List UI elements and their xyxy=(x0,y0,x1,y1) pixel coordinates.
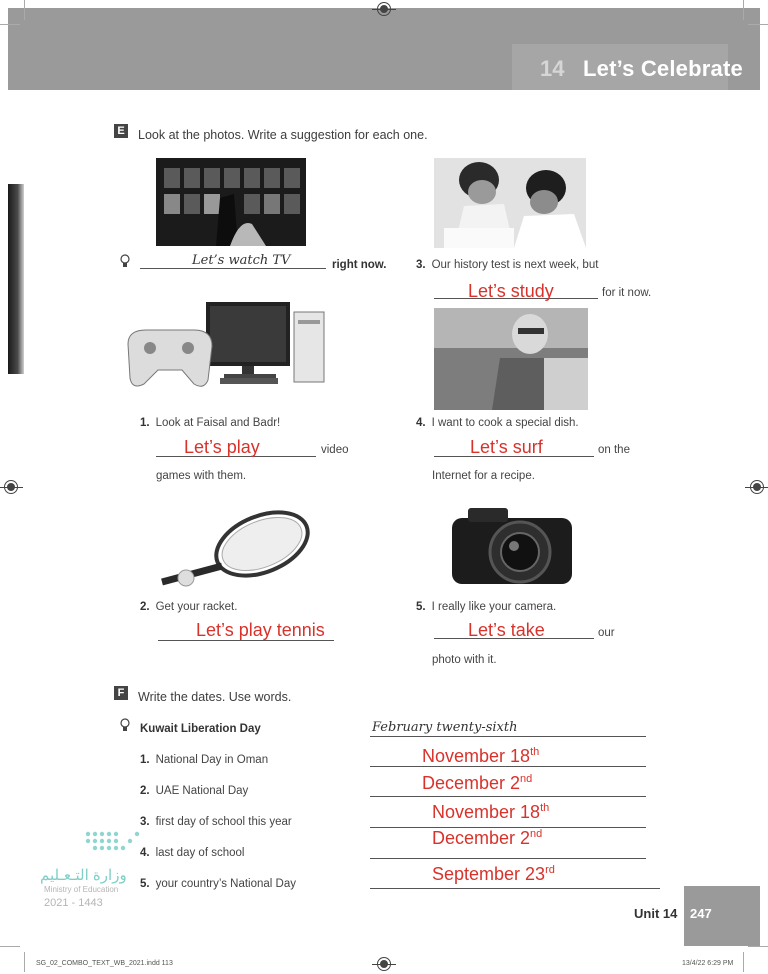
crop-mark xyxy=(748,24,768,25)
item-number: 2. xyxy=(140,785,150,797)
item-number: 4. xyxy=(416,417,426,429)
ordinal-suffix: rd xyxy=(545,864,555,876)
item-5-answer: Let’s take xyxy=(468,620,545,640)
item-1-suffix: video xyxy=(321,444,349,456)
item-3-prompt xyxy=(416,259,598,271)
photo-man-laptop xyxy=(434,308,588,410)
date-item-2-answer xyxy=(422,773,532,794)
item-3-suffix: for it now. xyxy=(602,287,652,299)
date-item-3-answer xyxy=(432,802,549,823)
answer-line xyxy=(370,888,660,889)
ordinal-suffix: nd xyxy=(520,773,533,785)
item-5-prompt xyxy=(416,601,556,613)
print-timestamp: 13/4/22 6:29 PM xyxy=(682,960,734,967)
unit-title: Let’s Celebrate xyxy=(583,56,743,81)
date-item-1-answer xyxy=(422,746,539,767)
item-text: first day of school this year xyxy=(155,816,292,828)
date-item-5-label xyxy=(140,878,296,890)
item-number: 3. xyxy=(140,816,150,828)
ordinal-suffix: nd xyxy=(530,828,543,840)
section-e-badge: E xyxy=(114,124,128,138)
item-number: 1. xyxy=(140,754,150,766)
crop-mark xyxy=(743,0,744,20)
item-text: Our history test is next week, but xyxy=(431,259,599,271)
example-suffix: right now. xyxy=(332,259,387,271)
example-date-answer: February twenty-sixth xyxy=(372,720,518,735)
section-e-instruction: Look at the photos. Write a suggestion for each one. xyxy=(138,128,428,142)
item-text: your country’s National Day xyxy=(155,878,297,890)
page-number: 247 xyxy=(690,906,712,921)
answer-line xyxy=(370,796,646,797)
item-number: 4. xyxy=(140,847,150,859)
date-item-3-label xyxy=(140,816,292,828)
footer-unit-label: Unit 14 xyxy=(634,906,678,921)
date-item-4-label xyxy=(140,847,244,859)
file-slug: SG_02_COMBO_TEXT_WB_2021.indd 113 xyxy=(36,960,173,967)
photo-tennis-racket xyxy=(142,508,316,588)
item-5-continued: photo with it. xyxy=(432,654,497,666)
crop-mark xyxy=(0,946,20,947)
section-f-instruction: Write the dates. Use words. xyxy=(138,690,292,704)
date-text: November 18 xyxy=(432,802,541,822)
section-f-badge: F xyxy=(114,686,128,700)
ministry-logo-icon xyxy=(82,826,142,866)
ministry-arabic-name: وزارة التـعـليم xyxy=(40,867,127,884)
item-4-continued: Internet for a recipe. xyxy=(432,470,535,482)
date-text: September 23 xyxy=(432,864,546,884)
photo-tv xyxy=(156,158,306,246)
registration-mark-icon xyxy=(377,957,391,971)
ministry-english-name: Ministry of Education xyxy=(44,885,119,894)
item-number: 1. xyxy=(140,417,150,429)
crop-mark xyxy=(24,952,25,972)
item-text: I really like your camera. xyxy=(431,601,557,613)
item-text: National Day in Oman xyxy=(155,754,269,766)
item-2-prompt xyxy=(140,601,237,613)
example-answer: Let’s watch TV xyxy=(192,253,291,268)
ordinal-suffix: th xyxy=(530,746,540,758)
item-2-answer: Let’s play tennis xyxy=(196,620,325,640)
item-text: Get your racket. xyxy=(155,601,238,613)
item-4-answer: Let’s surf xyxy=(470,437,543,457)
item-number: 3. xyxy=(416,259,426,271)
date-item-1-label xyxy=(140,754,268,766)
date-item-4-answer xyxy=(432,828,542,849)
answer-line xyxy=(370,858,646,859)
crop-mark xyxy=(24,0,25,20)
date-text: December 2 xyxy=(432,828,531,848)
item-1-prompt xyxy=(140,417,280,429)
ministry-year: 2021 - 1443 xyxy=(44,897,103,909)
answer-line xyxy=(370,736,646,737)
photo-camera xyxy=(448,504,576,586)
item-text: I want to cook a special dish. xyxy=(431,417,579,429)
crop-mark xyxy=(743,952,744,972)
date-item-2-label xyxy=(140,785,248,797)
item-number: 2. xyxy=(140,601,150,613)
item-text: UAE National Day xyxy=(155,785,249,797)
item-text: last day of school xyxy=(155,847,245,859)
registration-mark-icon xyxy=(4,480,18,494)
registration-mark-icon xyxy=(750,480,764,494)
unit-number: 14 xyxy=(540,56,565,81)
item-4-prompt xyxy=(416,417,579,429)
item-4-suffix: on the xyxy=(598,444,630,456)
item-3-answer: Let’s study xyxy=(468,281,554,301)
date-item-5-answer xyxy=(432,864,555,885)
date-text: November 18 xyxy=(422,746,531,766)
photo-students xyxy=(434,158,586,248)
lightbulb-icon xyxy=(120,718,130,732)
example-label: Kuwait Liberation Day xyxy=(140,723,261,735)
crop-mark xyxy=(0,24,20,25)
item-1-answer: Let’s play xyxy=(184,437,260,457)
item-5-suffix: our xyxy=(598,627,615,639)
lightbulb-icon xyxy=(120,254,130,268)
photo-game-console xyxy=(124,300,338,392)
item-1-continued: games with them. xyxy=(156,470,247,482)
registration-mark-icon xyxy=(377,2,391,16)
item-number: 5. xyxy=(140,878,150,890)
crop-mark xyxy=(748,946,768,947)
item-text: Look at Faisal and Badr! xyxy=(155,417,281,429)
answer-line xyxy=(140,268,326,269)
ordinal-suffix: th xyxy=(540,802,550,814)
date-text: December 2 xyxy=(422,773,521,793)
item-number: 5. xyxy=(416,601,426,613)
bleed-photo xyxy=(8,184,24,374)
